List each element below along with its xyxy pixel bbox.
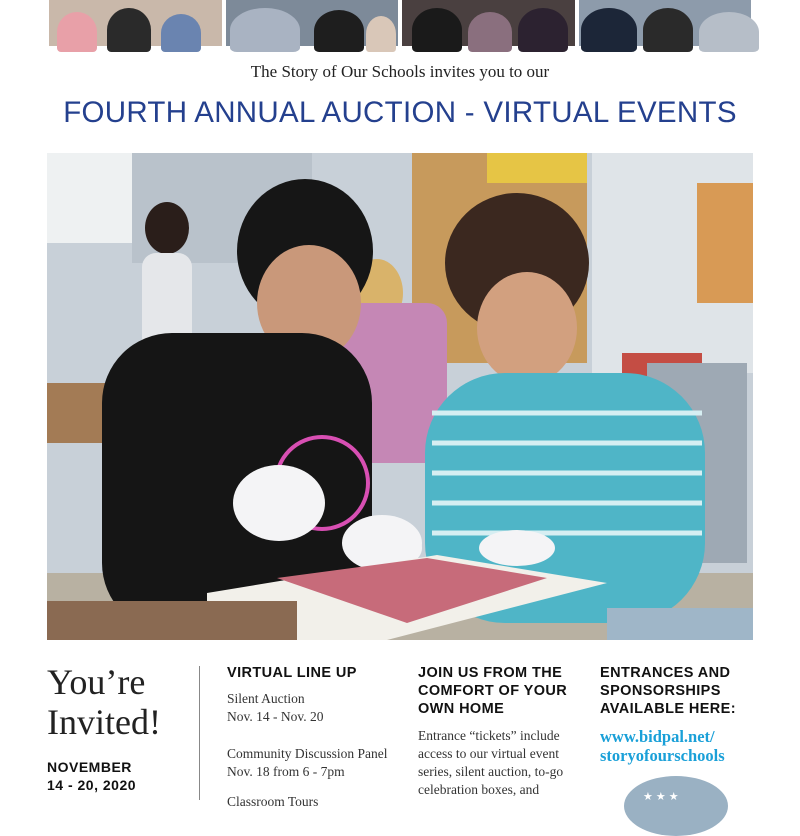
lineup-item-name: Community Discussion Panel bbox=[227, 746, 388, 761]
join-heading bbox=[418, 664, 567, 718]
page-title: FOURTH ANNUAL AUCTION - VIRTUAL EVENTS bbox=[63, 96, 737, 129]
top-photo-strip bbox=[49, 0, 751, 46]
join-body-line-3: series, silent auction, to-go bbox=[418, 764, 564, 779]
lineup-item-when: Nov. 14 - Nov. 20 bbox=[227, 709, 324, 724]
vertical-divider bbox=[199, 666, 200, 800]
invited-heading bbox=[47, 662, 161, 742]
event-photo-3 bbox=[402, 0, 575, 46]
event-photo-4 bbox=[579, 0, 752, 46]
bidpal-link-line-2[interactable]: storyofourschools bbox=[600, 746, 725, 765]
lineup-item-when: Nov. 18 from 6 - 7pm bbox=[227, 764, 345, 779]
event-dates bbox=[47, 758, 136, 794]
entrances-heading-line-2: SPONSORSHIPS bbox=[600, 683, 721, 699]
event-dates-line-1: NOVEMBER bbox=[47, 759, 132, 775]
join-heading-line-1: JOIN US FROM THE bbox=[418, 665, 563, 681]
join-heading-line-2: COMFORT OF YOUR bbox=[418, 683, 568, 699]
event-photo-1 bbox=[49, 0, 222, 46]
bidpal-link[interactable] bbox=[600, 727, 725, 765]
event-dates-line-2: 14 - 20, 2020 bbox=[47, 777, 137, 793]
lineup-item bbox=[227, 745, 388, 781]
lineup-heading: VIRTUAL LINE UP bbox=[227, 665, 357, 681]
join-body bbox=[418, 727, 563, 799]
classroom-photo-illustration bbox=[47, 153, 753, 640]
entrances-heading-line-1: ENTRANCES AND bbox=[600, 665, 731, 681]
lineup-item-partial: Classroom Tours bbox=[227, 794, 319, 809]
lineup-item bbox=[227, 690, 324, 726]
invited-heading-line-2: Invited! bbox=[47, 702, 161, 742]
lineup-item-name: Silent Auction bbox=[227, 691, 305, 706]
bidpal-link-line-1[interactable]: www.bidpal.net/ bbox=[600, 727, 715, 746]
join-body-line-1: Entrance “tickets” include bbox=[418, 728, 560, 743]
join-body-line-4: celebration boxes, and bbox=[418, 782, 540, 797]
join-heading-line-3: OWN HOME bbox=[418, 701, 505, 717]
hero-photo bbox=[47, 153, 753, 640]
join-body-line-2: access to our virtual event bbox=[418, 746, 559, 761]
invited-heading-line-1: You’re bbox=[47, 662, 146, 702]
event-photo-2 bbox=[226, 0, 399, 46]
entrances-heading-line-3: AVAILABLE HERE: bbox=[600, 701, 736, 717]
star-icons: ★★★ bbox=[643, 790, 682, 803]
invite-line: The Story of Our Schools invites you to our bbox=[250, 62, 550, 81]
entrances-heading bbox=[600, 664, 736, 718]
seal-badge bbox=[624, 776, 728, 836]
